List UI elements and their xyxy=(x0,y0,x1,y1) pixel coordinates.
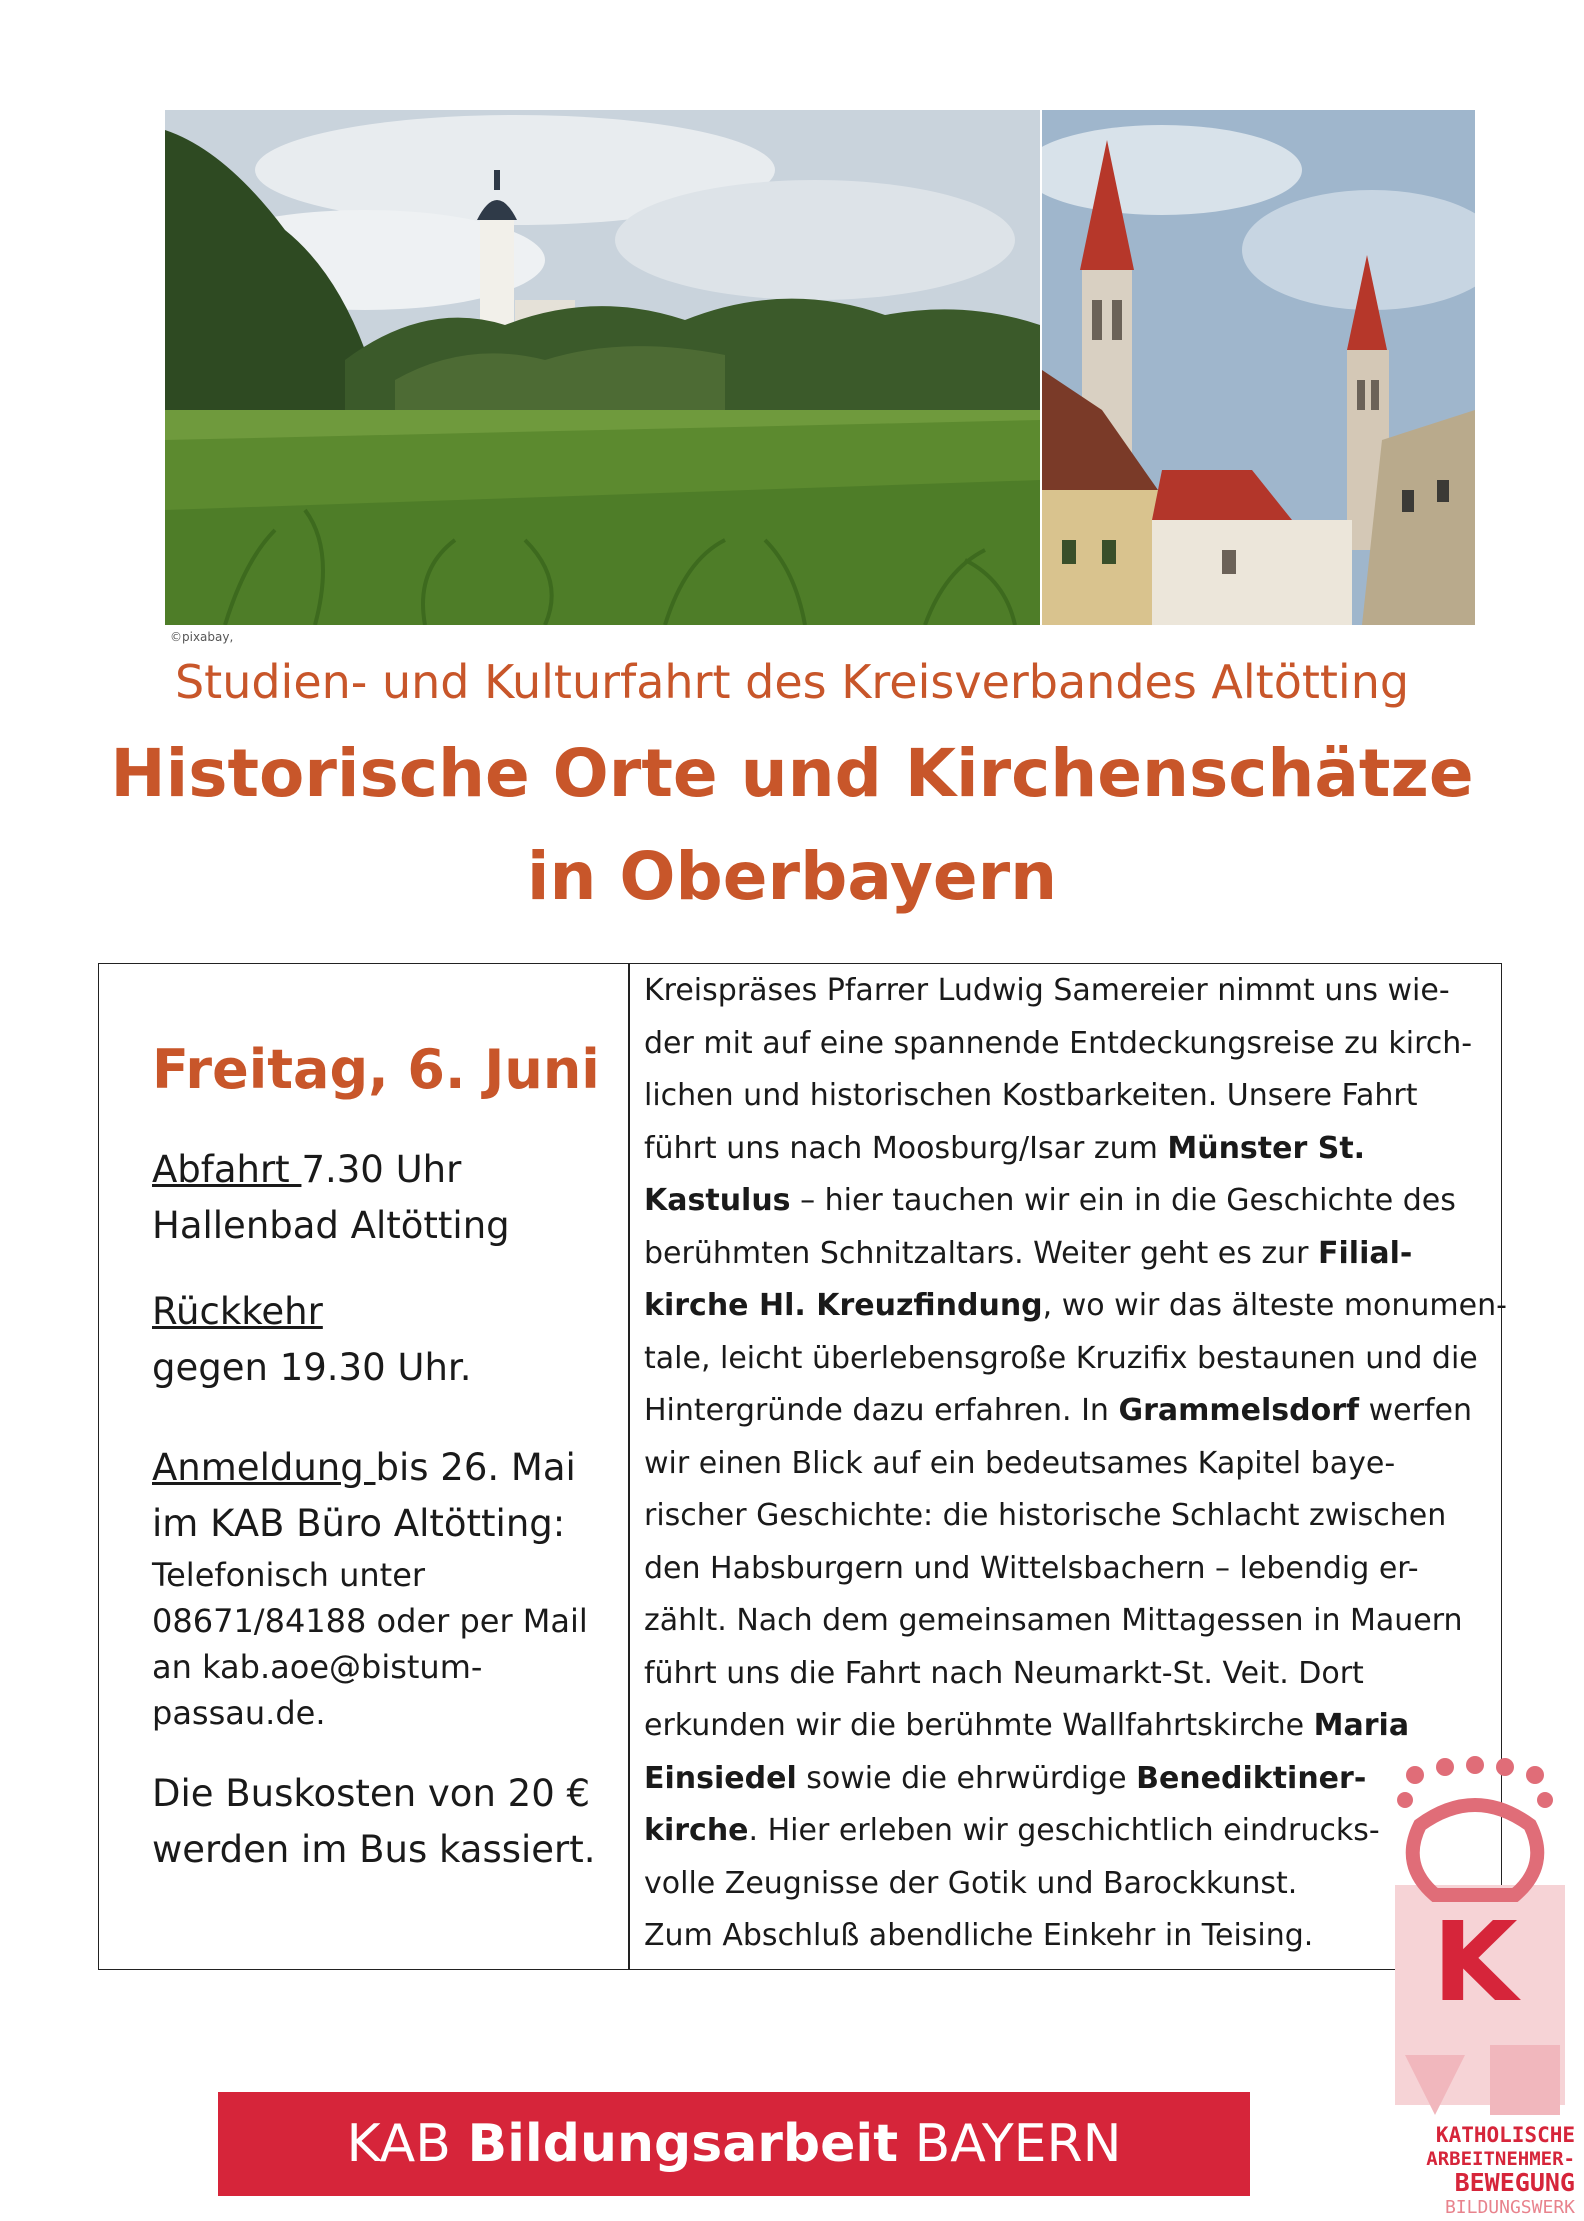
description-line: berühmten Schnitzaltars. Weiter geht es zur Filial- xyxy=(644,1235,1413,1271)
description-line: wir einen Blick auf ein bedeutsames Kapitel baye- xyxy=(644,1445,1396,1481)
description-line: den Habsburgern und Wittelsbachern – lebendig er- xyxy=(644,1550,1419,1586)
registration-line xyxy=(152,1440,612,1496)
event-date: Freitag, 6. Juni xyxy=(152,1038,600,1101)
description-line: kirche. Hier erleben wir geschichtlich eindrucks- xyxy=(644,1813,1380,1848)
registration-deadline: bis 26. Mai xyxy=(375,1446,576,1489)
column-divider xyxy=(628,963,630,1970)
kab-banner: KAB Bildungsarbeit BAYERN xyxy=(218,2092,1250,2196)
event-title-line-2: in Oberbayern xyxy=(526,838,1058,915)
event-subtitle: Studien- und Kulturfahrt des Kreisverbandes Altötting xyxy=(174,655,1410,709)
description-line: kirche Hl. Kreuzfindung, wo wir das älteste monumen- xyxy=(644,1288,1507,1323)
logo-letter: K xyxy=(1432,1898,1518,2026)
logo-line-2: ARBEITNEHMER- xyxy=(1426,2148,1575,2170)
departure-time: 7.30 Uhr xyxy=(301,1148,462,1191)
landscape-church-photo xyxy=(165,110,1040,625)
logo-line-4: BILDUNGSWERK xyxy=(1444,2197,1575,2217)
description-line: Einsiedel sowie die ehrwürdige Benediktiner- xyxy=(644,1760,1367,1796)
registration-label: Anmeldung xyxy=(152,1446,376,1489)
description-line: Hintergründe dazu erfahren. In Grammelsdorf werfen xyxy=(644,1393,1472,1428)
contact-email-end: passau.de. xyxy=(152,1694,326,1732)
trip-description xyxy=(644,965,1507,1963)
description-line: rischer Geschichte: die historische Schlacht zwischen xyxy=(644,1498,1447,1533)
kab-logo xyxy=(1375,1755,1580,2217)
departure-line xyxy=(152,1142,612,1198)
description-line: volle Zeugnisse der Gotik und Barockkunst. xyxy=(644,1865,1298,1901)
cost-line-1: Die Buskosten von 20 € xyxy=(152,1772,591,1815)
event-details xyxy=(152,1030,612,1878)
description-line: führt uns nach Moosburg/Isar zum Münster St. xyxy=(644,1130,1366,1166)
logo-line-1: KATHOLISCHE xyxy=(1435,2123,1575,2147)
logo-line-3: BEWEGUNG xyxy=(1454,2168,1575,2197)
church-towers-photo xyxy=(1042,110,1475,625)
description-line: lichen und historischen Kostbarkeiten. Unsere Fahrt xyxy=(644,1078,1418,1113)
description-line: führt uns die Fahrt nach Neumarkt-St. Veit. Dort xyxy=(644,1655,1364,1691)
contact-email: an kab.aoe@bistum- xyxy=(152,1648,483,1686)
departure-place: Hallenbad Altötting xyxy=(152,1204,510,1247)
contact-phone: 08671/84188 oder per Mail xyxy=(152,1602,588,1640)
registration-office: im KAB Büro Altötting: xyxy=(152,1502,566,1545)
description-line: erkunden wir die berühmte Wallfahrtskirche Maria xyxy=(644,1708,1410,1743)
cost-line-2: werden im Bus kassiert. xyxy=(152,1828,596,1871)
description-line: Kreispräses Pfarrer Ludwig Samereier nimmt uns wie- xyxy=(644,973,1450,1008)
description-line: zählt. Nach dem gemeinsamen Mittagessen in Mauern xyxy=(644,1603,1463,1638)
contact-line-1: Telefonisch unter xyxy=(152,1556,426,1594)
description-line: der mit auf eine spannende Entdeckungsreise zu kirch- xyxy=(644,1025,1473,1061)
image-credit: ©pixabay, xyxy=(170,630,234,644)
event-title-line-1: Historische Orte und Kirchenschätze xyxy=(110,735,1474,812)
description-line: Zum Abschluß abendliche Einkehr in Teising. xyxy=(644,1918,1314,1953)
description-line: tale, leicht überlebensgroße Kruzifix bestaunen und die xyxy=(644,1340,1478,1376)
description-line: Kastulus – hier tauchen wir ein in die Geschichte des xyxy=(644,1183,1456,1218)
return-time: gegen 19.30 Uhr. xyxy=(152,1346,472,1389)
return-label: Rückkehr xyxy=(152,1290,323,1333)
departure-label: Abfahrt xyxy=(152,1148,302,1191)
